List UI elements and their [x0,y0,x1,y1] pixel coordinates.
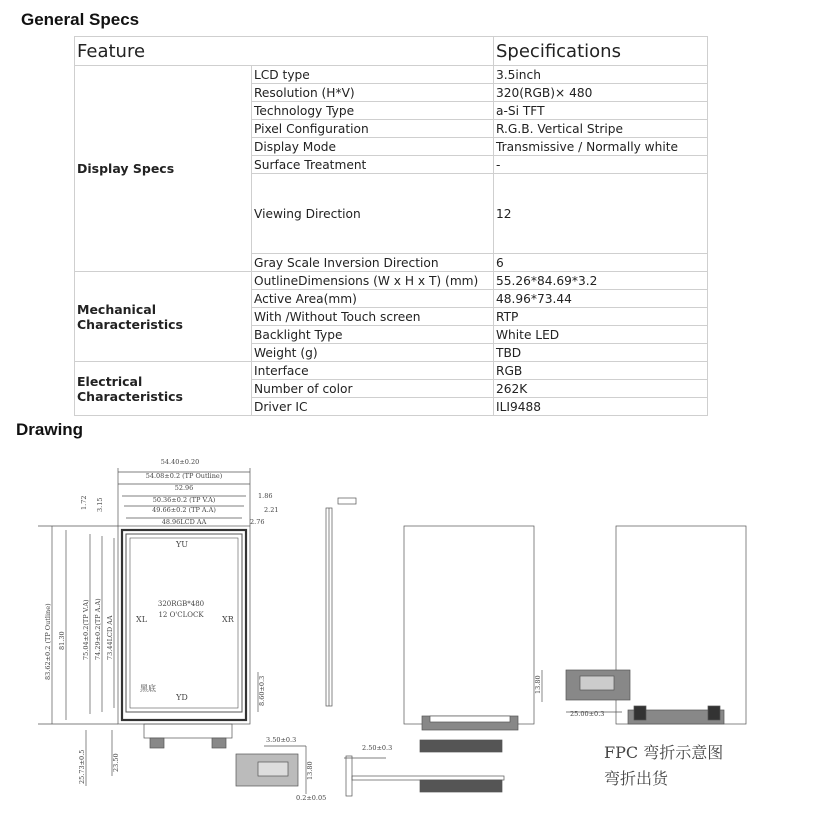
row-value: Transmissive / Normally white [494,138,708,156]
dim-top-2: 52.96 [174,484,194,492]
fpc-dim-3: 0.2±0.05 [296,794,327,802]
row-value: a-Si TFT [494,102,708,120]
panel-resolution: 320RGB*480 [157,600,205,608]
row-label: Weight (g) [252,344,494,362]
dim-v-3: 75.04±0.2(TP V.A) [82,599,90,660]
row-value: 55.26*84.69*3.2 [494,272,708,290]
row-value: 320(RGB)× 480 [494,84,708,102]
label-yd: YD [176,693,188,702]
group-mechanical: Mechanical Characteristics [75,272,252,362]
row-value: ILI9488 [494,398,708,416]
dim-top-3: 50.36±0.2 (TP V.A) [152,496,216,504]
row-label: Display Mode [252,138,494,156]
dim-right-2: 2.21 [264,506,279,514]
dim-left-2: 3.15 [96,497,104,512]
row-label: Surface Treatment [252,156,494,174]
row-label: Viewing Direction [252,174,494,254]
label-xr: XR [222,615,234,624]
row-label: Technology Type [252,102,494,120]
dim-top-5: 48.96LCD AA [161,518,207,526]
row-value: RGB [494,362,708,380]
row-value: R.G.B. Vertical Stripe [494,120,708,138]
row-value: 6 [494,254,708,272]
row-label: Interface [252,362,494,380]
row-value: 12 [494,174,708,254]
group-display-specs: Display Specs [75,66,252,272]
back-dim-2: 25.00±0.3 [570,710,605,718]
row-label: Resolution (H*V) [252,84,494,102]
general-specs-heading: General Specs [21,10,140,29]
row-value: White LED [494,326,708,344]
dim-v-4: 74.29±0.2(TP A.A) [94,598,102,660]
specs-table [74,36,708,416]
row-value: - [494,156,708,174]
label-yu: YU [175,540,189,549]
back-dim-1: 13.80 [534,675,542,694]
row-label: LCD type [252,66,494,84]
dim-v-2: 81.30 [58,631,66,650]
table-header-row [75,37,708,66]
group-electrical: Electrical Characteristics [75,362,252,416]
label-xl: XL [136,615,148,624]
side-dim-1: 2.50±0.3 [362,744,393,752]
row-value: 3.5inch [494,66,708,84]
fpc-note-1: FPC 弯折示意图 [604,743,724,762]
dim-top-4: 49.66±0.2 (TP A.A) [152,506,216,514]
row-label: OutlineDimensions (W x H x T) (mm) [252,272,494,290]
dim-tail-2: 23.50 [112,753,120,772]
feature-header: Feature [75,37,494,66]
specifications-header: Specifications [494,37,708,66]
row-value: 48.96*73.44 [494,290,708,308]
dim-tail-1: 25.73±0.5 [78,749,86,784]
mechanical-drawing [0,450,827,827]
row-label: Backlight Type [252,326,494,344]
row-value: TBD [494,344,708,362]
label-black: 黑底 [140,684,156,693]
row-label: With /Without Touch screen [252,308,494,326]
dim-right-3: 2.76 [250,518,265,526]
table-row [75,362,708,380]
table-row [75,66,708,84]
row-label: Pixel Configuration [252,120,494,138]
table-row [75,272,708,290]
dim-right-1: 1.86 [258,492,273,500]
fpc-note-2: 弯折出货 [604,769,669,788]
svg-text:54.40±0.20: 54.40±0.20 [160,458,200,466]
row-value: 262K [494,380,708,398]
dim-tp-outline: 54.08±0.2 (TP Outline) [145,472,223,480]
row-label: Active Area(mm) [252,290,494,308]
dim-bottom-right: 8.60±0.3 [258,675,266,706]
row-label: Gray Scale Inversion Direction [252,254,494,272]
dim-v-1: 83.62±0.2 (TP Outline) [44,603,52,680]
dim-v-5: 73.44LCD AA [106,615,114,660]
row-label: Number of color [252,380,494,398]
dim-left-1: 1.72 [80,495,88,510]
drawing-heading: Drawing [16,420,84,439]
fpc-dim-1: 3.50±0.3 [266,736,297,744]
row-value: RTP [494,308,708,326]
panel-clock: 12 O'CLOCK [158,611,204,619]
fpc-dim-2: 13.80 [306,761,314,780]
row-label: Driver IC [252,398,494,416]
